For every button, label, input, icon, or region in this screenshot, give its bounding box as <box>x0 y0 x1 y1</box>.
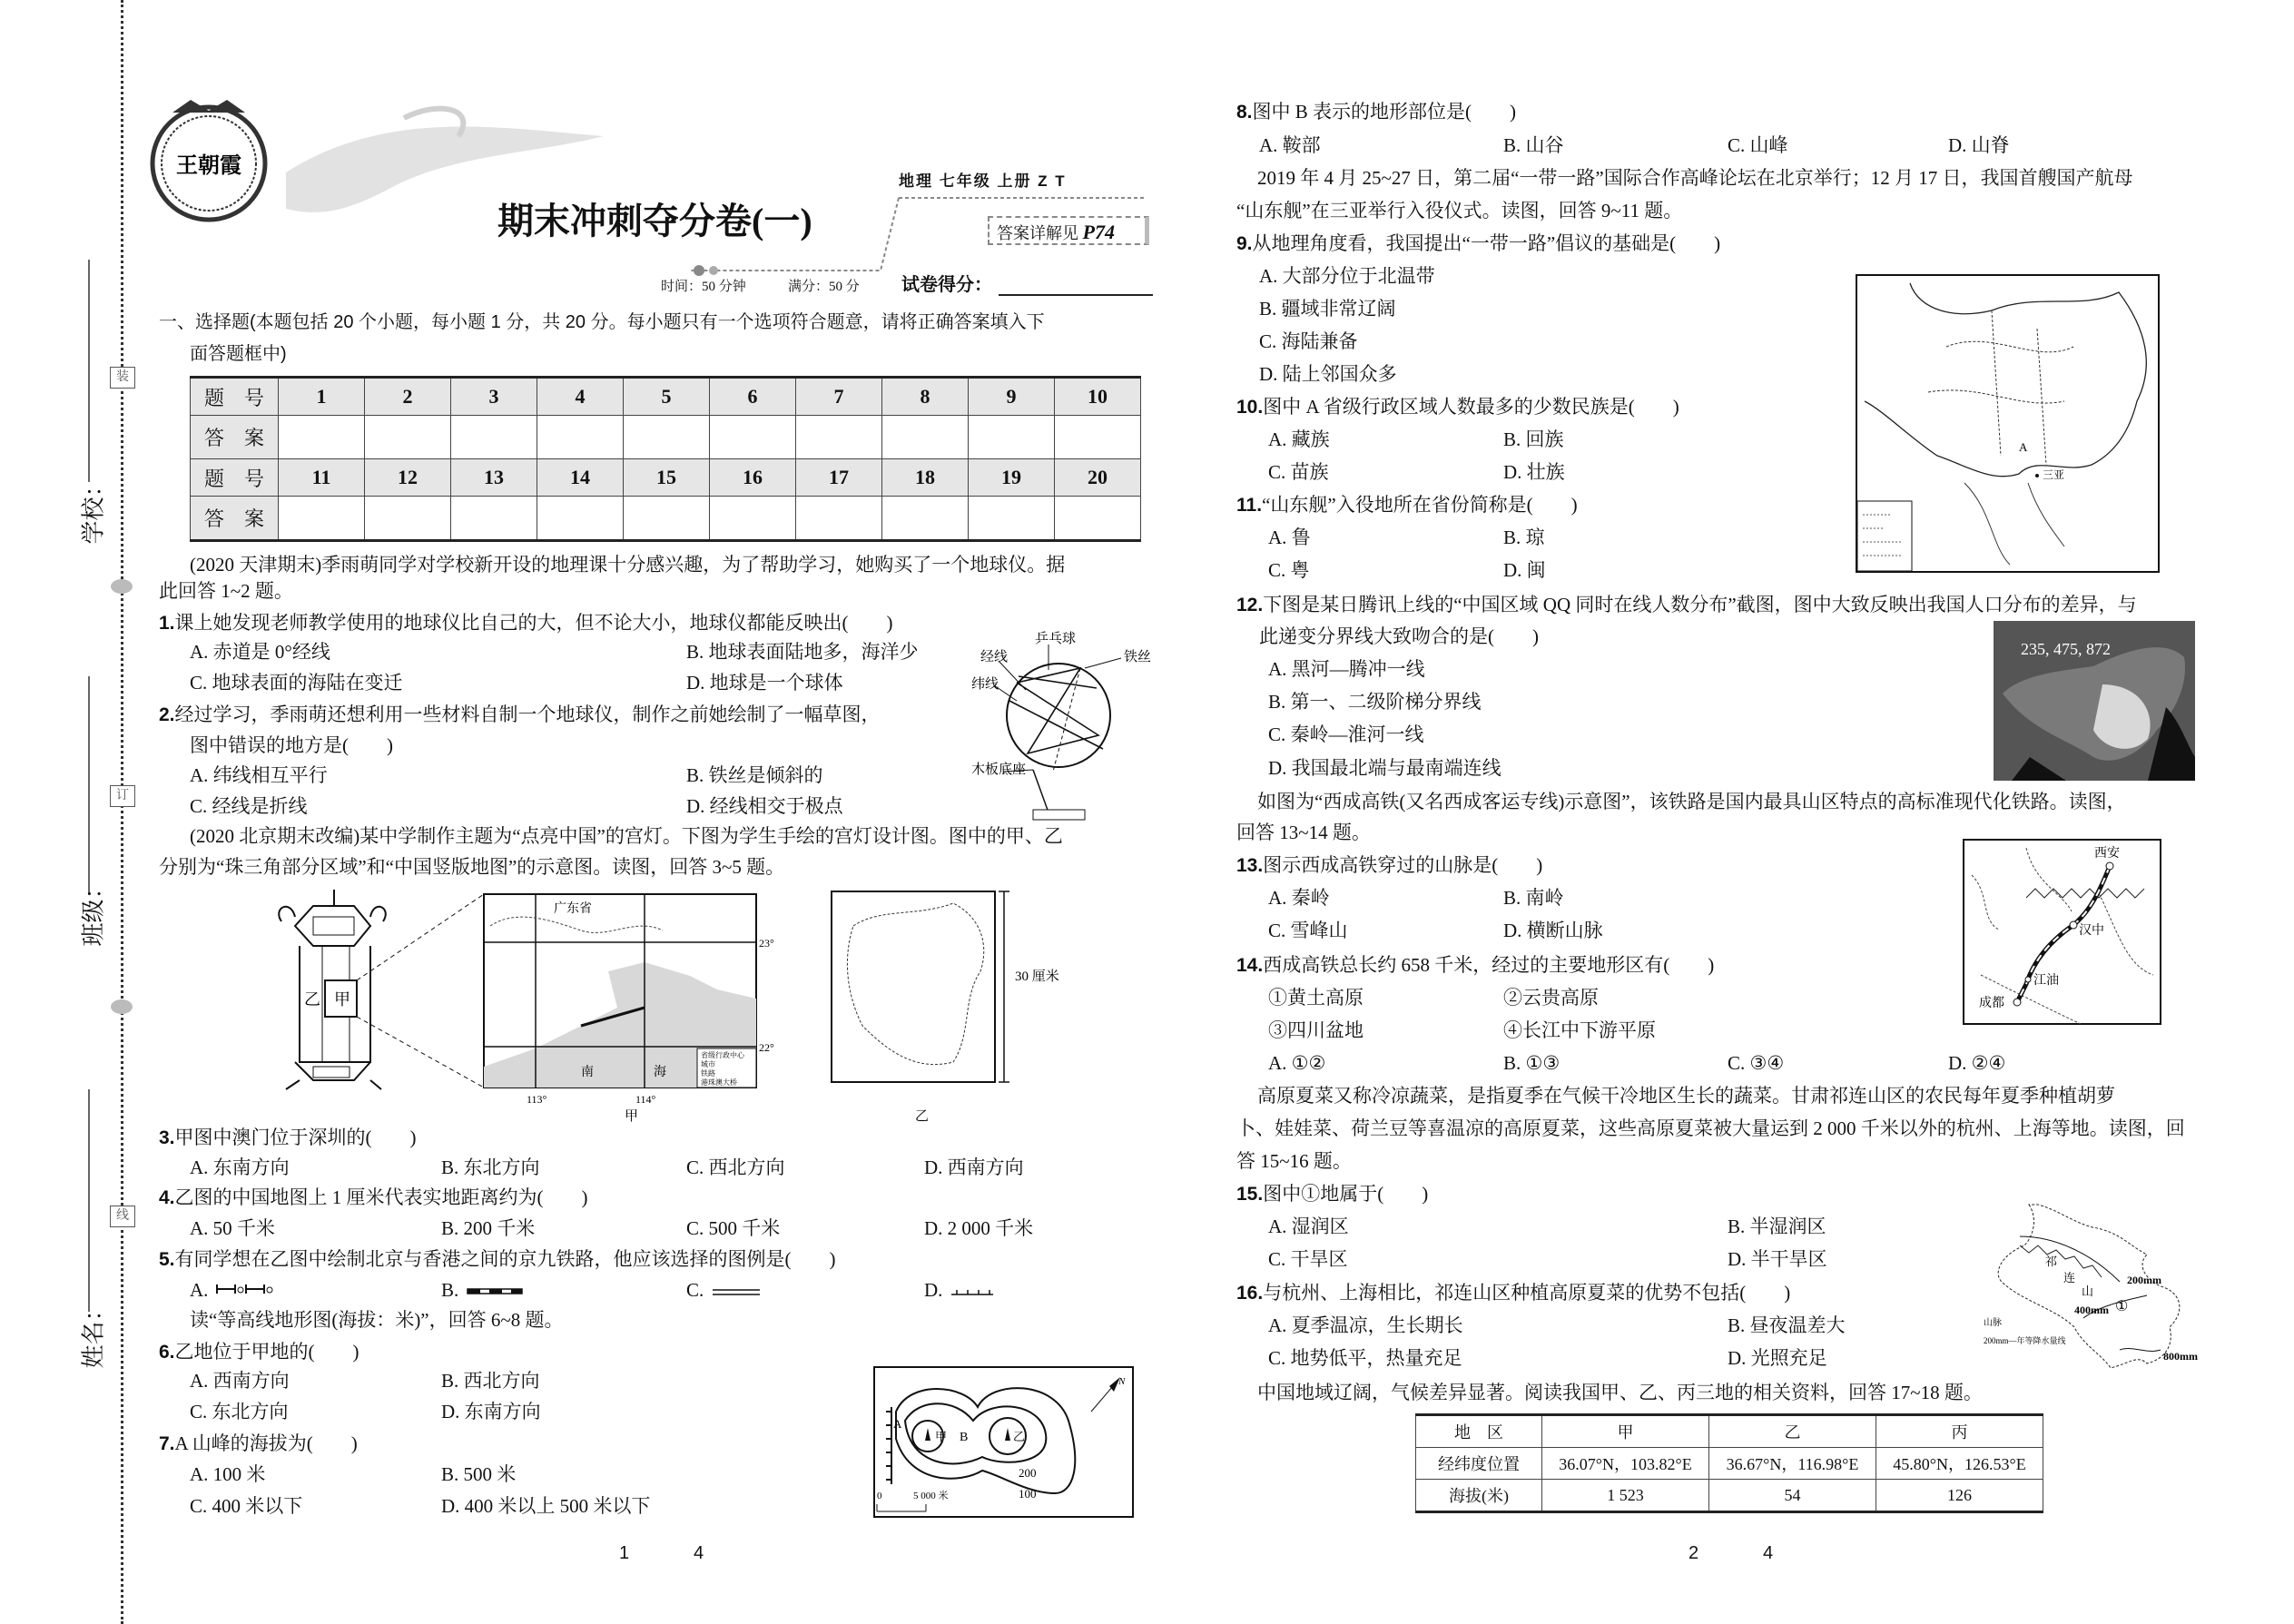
school-label: 学校： <box>80 473 107 545</box>
east-asia-map <box>1856 274 2161 574</box>
option[interactable]: D. 光照充足 <box>1728 1347 1827 1369</box>
station-chengdu: 成都 <box>1979 997 2004 1010</box>
option[interactable]: B. 昼夜温差大 <box>1728 1314 1846 1336</box>
answer-cell[interactable] <box>1055 497 1141 541</box>
question-stem: 图示西成高铁穿过的山脉是( ) <box>1263 854 1543 876</box>
option[interactable]: B. 第一、二级阶梯分界线 <box>1268 691 1482 713</box>
contour-label-b: B <box>960 1431 969 1444</box>
question-stem: 乙图的中国地图上 1 厘米代表实地距离约为( ) <box>174 1186 588 1208</box>
gansu-label-qi: 祁 <box>2045 1255 2058 1268</box>
table-header: 乙 <box>1709 1415 1876 1448</box>
scale-zero: 0 <box>877 1491 882 1501</box>
option[interactable]: D. 400 米以上 500 米以下 <box>441 1495 651 1517</box>
map-lon113: 113° <box>527 1093 547 1106</box>
option[interactable]: B. 200 千米 <box>441 1217 536 1239</box>
question-1: 1.课上她发现老师教学使用的地球仪比自己的大，但不论大小，地球仪都能反映出( ) <box>159 612 893 634</box>
score-input[interactable] <box>999 294 1153 296</box>
contour-200: 200 <box>1019 1466 1037 1480</box>
question-stem: 下图是某日腾讯上线的“中国区域 QQ 同时在线人数分布”截图，图中大致反映出我国人口分布的差异，与 <box>1263 594 2137 615</box>
binding-dotted-line <box>121 0 123 1624</box>
answer-cell[interactable] <box>451 416 537 459</box>
answer-label: 答 案 <box>191 416 279 459</box>
answer-cell[interactable] <box>710 497 796 541</box>
question-8: 8.图中 B 表示的地形部位是( ) <box>1236 101 1517 123</box>
subject-tag: 地理 七年级 上册 Z T <box>899 172 1067 190</box>
answer-cell[interactable] <box>796 497 882 541</box>
option[interactable]: B. 东北方向 <box>441 1156 540 1178</box>
option[interactable]: B. 山谷 <box>1503 134 1564 156</box>
answer-reference <box>988 216 1149 245</box>
question-number: 13 <box>451 459 537 497</box>
question-stem: 与杭州、上海相比，祁连山区种植高原夏菜的优势不包括( ) <box>1263 1282 1791 1304</box>
question-stem: 图中 A 省级行政区域人数最多的少数民族是( ) <box>1263 396 1679 418</box>
question-15: 15.图中①地属于( ) <box>1236 1183 1429 1205</box>
question-16: 16.与杭州、上海相比，祁连山区种植高原夏菜的优势不包括( ) <box>1236 1282 1791 1304</box>
question-10: 10.图中 A 省级行政区域人数最多的少数民族是( ) <box>1236 396 1679 418</box>
question-stem: 图中 B 表示的地形部位是( ) <box>1252 101 1517 123</box>
scissor-icon <box>111 579 133 594</box>
table-header-row <box>1416 1415 2043 1448</box>
question-number: 4 <box>537 378 624 416</box>
lantern-yi: 乙 <box>304 990 320 1009</box>
exam-time: 时间：50 分钟 <box>661 280 746 294</box>
passage-6: 答 15~16 题。 <box>1236 1150 1352 1172</box>
answer-cell[interactable] <box>451 497 537 541</box>
option[interactable]: D. 陆上邻国众多 <box>1259 363 1397 385</box>
question-stem: 从地理角度看，我国提出“一带一路”倡议的基础是( ) <box>1252 232 1721 254</box>
gansu-label-shan: 山 <box>2082 1284 2094 1298</box>
option[interactable]: D. 2 000 千米 <box>924 1217 1034 1239</box>
landform-item: ②云贵高原 <box>1503 987 1599 1009</box>
station-jiangyou: 江油 <box>2033 974 2059 988</box>
option[interactable]: D. 壮族 <box>1503 461 1565 483</box>
section-heading-cont: 面答题框中) <box>190 344 287 364</box>
passage-1: 此回答 1~2 题。 <box>159 580 293 602</box>
question-3: 3.甲图中澳门位于深圳的( ) <box>159 1127 417 1148</box>
seal-char-xian: 线 <box>110 1206 135 1227</box>
answer-grid <box>190 376 1141 542</box>
legend-symbol-b-icon <box>464 1282 527 1296</box>
option[interactable]: D. 西南方向 <box>924 1156 1024 1178</box>
caption-jia: 甲 <box>625 1109 639 1124</box>
page-title: 期末冲刺夺分卷(一) <box>497 201 812 241</box>
page-total: 4 <box>694 1543 704 1563</box>
option[interactable]: D. 山脊 <box>1948 134 2010 156</box>
lantern-diagram <box>263 890 1059 1126</box>
question-14: 14.西成高铁总长约 658 千米，经过的主要地形区有( ) <box>1236 954 1715 976</box>
page-total: 4 <box>1763 1543 1774 1563</box>
gansu-map <box>1984 1200 2210 1373</box>
answer-cell[interactable] <box>624 497 710 541</box>
svg-text:省级行政中心: 省级行政中心 <box>701 1051 744 1059</box>
passage-5: 回答 13~14 题。 <box>1236 822 1371 843</box>
answer-grid-header-row <box>191 378 1141 416</box>
caption-yi: 乙 <box>915 1109 930 1124</box>
option[interactable]: C. 雪峰山 <box>1268 920 1348 941</box>
option[interactable]: D. 经线相交于极点 <box>686 795 843 817</box>
passage-2: 分别为“珠三角部分区域”和“中国竖版地图”的示意图。读图，回答 3~5 题。 <box>159 856 785 878</box>
answer-cell[interactable] <box>882 497 969 541</box>
answer-cell[interactable] <box>710 416 796 459</box>
table-cell: 1 523 <box>1542 1480 1709 1512</box>
option[interactable]: A. 东南方向 <box>190 1156 290 1178</box>
answer-label: 答 案 <box>191 497 279 541</box>
option[interactable]: A. 藏族 <box>1268 428 1330 450</box>
answer-row <box>191 497 1141 541</box>
question-stem: 图中①地属于( ) <box>1263 1183 1429 1205</box>
option[interactable]: A. 黑河—腾冲一线 <box>1268 658 1425 680</box>
question-stem: 西成高铁总长约 658 千米，经过的主要地形区有( ) <box>1263 954 1715 976</box>
option[interactable]: A. 西南方向 <box>190 1370 290 1392</box>
question-stem: 甲图中澳门位于深圳的( ) <box>174 1127 417 1148</box>
passage-2: (2020 北京期末改编)某中学制作主题为“点亮中国”的宫灯。下图为学生手绘的宫灯设计图。图中的甲、乙 <box>190 825 1063 847</box>
option[interactable]: A. 鞍部 <box>1259 134 1321 156</box>
option[interactable]: C. 干旱区 <box>1268 1248 1348 1270</box>
question-stem: “山东舰”入役地所在省份简称是( ) <box>1262 494 1578 516</box>
page-number: 1 <box>619 1543 630 1563</box>
table-cell: 126 <box>1876 1480 2043 1512</box>
table-row <box>1416 1480 2043 1512</box>
question-number: 19 <box>969 459 1055 497</box>
answer-cell[interactable] <box>1055 416 1141 459</box>
question-11: 11.“山东舰”入役地所在省份简称是( ) <box>1236 494 1578 516</box>
answer-cell[interactable] <box>796 416 882 459</box>
legend-mountain: 山脉 <box>1984 1318 2002 1328</box>
seal-char-zhuang: 装 <box>110 367 135 389</box>
option[interactable]: C. 西北方向 <box>686 1156 785 1178</box>
name-label: 姓名： <box>80 1297 107 1369</box>
question-number: 18 <box>882 459 969 497</box>
option[interactable]: B. 回族 <box>1503 428 1564 450</box>
option[interactable]: A. 50 千米 <box>190 1217 275 1239</box>
landform-item: ④长江中下游平原 <box>1503 1019 1656 1041</box>
option[interactable]: C. ③④ <box>1728 1052 1785 1074</box>
option[interactable]: C. 海陆兼备 <box>1259 330 1358 352</box>
lantern-jia: 甲 <box>334 990 350 1009</box>
xicheng-railway-map <box>1963 839 2162 1026</box>
question-number: 20 <box>1055 459 1141 497</box>
option[interactable]: A. 湿润区 <box>1268 1216 1349 1237</box>
map-sea-1: 南 <box>581 1066 594 1079</box>
option[interactable]: C. 地球表面的海陆在变迁 <box>190 672 403 694</box>
label-pingpong: 乒乓球 <box>1035 632 1077 646</box>
option[interactable]: A. 夏季温凉，生长期长 <box>1268 1314 1463 1336</box>
map-height-label: 30 厘米 <box>1015 969 1059 984</box>
table-header: 地 区 <box>1416 1415 1542 1448</box>
option[interactable]: A. 100 米 <box>190 1463 266 1485</box>
landform-item: ③四川盆地 <box>1268 1019 1364 1041</box>
answer-cell[interactable] <box>365 497 451 541</box>
question-6: 6.乙地位于甲地的( ) <box>159 1341 359 1363</box>
station-xian: 西安 <box>2094 847 2120 861</box>
table-cell: 经纬度位置 <box>1416 1448 1542 1480</box>
option[interactable]: D. 半干旱区 <box>1728 1248 1827 1270</box>
qq-online-count: 235, 475, 872 <box>2021 640 2111 658</box>
score-label: 试卷得分： <box>901 275 992 295</box>
table-row <box>1416 1448 2043 1480</box>
map-lat22: 22° <box>759 1041 774 1054</box>
option[interactable]: D. ②④ <box>1948 1052 2006 1074</box>
answer-row <box>191 416 1141 459</box>
option[interactable]: D. 横断山脉 <box>1503 920 1603 941</box>
option[interactable]: A. 秦岭 <box>1268 887 1330 909</box>
table-cell: 45.80°N，126.53°E <box>1876 1448 2043 1480</box>
svg-text:城市: 城市 <box>701 1060 715 1068</box>
question-number: 10 <box>1055 378 1141 416</box>
table-cell: 海拔(米) <box>1416 1480 1542 1512</box>
gansu-mark-1: ① <box>2115 1299 2129 1314</box>
option[interactable]: B. 疆域非常辽阔 <box>1259 298 1396 320</box>
option[interactable]: B. 南岭 <box>1503 887 1564 909</box>
option[interactable]: C. 苗族 <box>1268 461 1329 483</box>
option[interactable]: C. 地势低平，热量充足 <box>1268 1347 1462 1369</box>
gansu-label-lian: 连 <box>2063 1271 2076 1284</box>
answer-ref-page: P74 <box>1082 221 1115 243</box>
qq-online-map <box>1994 621 2195 781</box>
answer-grid-header-row <box>191 459 1141 497</box>
option[interactable]: A. 大部分位于北温带 <box>1259 265 1435 287</box>
option[interactable]: C. 秦岭—淮河一线 <box>1268 723 1424 745</box>
contour-label-jia: 甲 <box>935 1430 948 1443</box>
question-number: 17 <box>796 459 882 497</box>
option[interactable]: B. ①③ <box>1503 1052 1561 1074</box>
option[interactable]: B. 500 米 <box>441 1463 517 1485</box>
answer-cell[interactable] <box>279 416 365 459</box>
question-number: 12 <box>365 459 451 497</box>
table-cell: 36.07°N，103.82°E <box>1542 1448 1709 1480</box>
svg-text:港珠澳大桥: 港珠澳大桥 <box>701 1078 737 1087</box>
answer-cell[interactable] <box>365 416 451 459</box>
question-7: 7.A 山峰的海拔为( ) <box>159 1432 358 1454</box>
passage-7: 中国地域辽阔，气候差异显著。阅读我国甲、乙、丙三地的相关资料，回答 17~18 题。 <box>1257 1382 1983 1403</box>
seal-char-ding: 订 <box>110 785 135 807</box>
question-stem: 课上她发现老师教学使用的地球仪比自己的大，但不论大小，地球仪都能反映出( ) <box>174 612 893 634</box>
isohyet-800: 800mm <box>2163 1350 2198 1363</box>
question-number: 15 <box>624 459 710 497</box>
option[interactable]: C. 经线是折线 <box>190 795 308 817</box>
table-cell: 36.67°N，116.98°E <box>1709 1448 1876 1480</box>
map-sea-2: 海 <box>654 1066 666 1079</box>
option[interactable]: C. 500 千米 <box>686 1217 781 1239</box>
passage-4: “山东舰”在三亚举行入役仪式。读图，回答 9~11 题。 <box>1236 200 1683 221</box>
contour-map <box>873 1366 1135 1519</box>
option[interactable]: D. 我国最北端与最南端连线 <box>1268 757 1501 779</box>
question-9: 9.从地理角度看，我国提出“一带一路”倡议的基础是( ) <box>1236 232 1721 254</box>
climate-data-table <box>1415 1413 2043 1513</box>
svg-text:铁路: 铁路 <box>701 1069 715 1078</box>
question-number: 9 <box>969 378 1055 416</box>
scissor-icon <box>111 999 133 1014</box>
question-stem: 有同学想在乙图中绘制北京与香港之间的京九铁路，他应该选择的图例是( ) <box>174 1248 836 1270</box>
option[interactable]: A. 赤道是 0°经线 <box>190 641 330 663</box>
option[interactable]: C. 山峰 <box>1728 134 1788 156</box>
label-base: 木板底座 <box>971 763 1027 777</box>
option[interactable]: A. 纬线相互平行 <box>190 764 328 786</box>
passage-6: 高原夏菜又称冷凉蔬菜，是指夏季在气候干冷地区生长的蔬菜。甘肃祁连山区的农民每年夏季种植胡萝 <box>1257 1085 2115 1107</box>
section-heading: 一、选择题(本题包括 20 个小题，每小题 1 分，共 20 分。每小题只有一个选项符合题意，请将正确答案填入下 <box>159 312 1045 332</box>
table-header: 甲 <box>1542 1415 1709 1448</box>
question-number: 6 <box>710 378 796 416</box>
question-number: 7 <box>796 378 882 416</box>
contour-label-yi: 乙 <box>1013 1430 1026 1443</box>
label-parallel: 纬线 <box>971 677 999 692</box>
passage-3: 读“等高线地形图(海拔：米)”，回答 6~8 题。 <box>190 1309 564 1331</box>
question-stem: 乙地位于甲地的( ) <box>174 1341 359 1363</box>
option[interactable]: C. 粤 <box>1268 559 1310 581</box>
question-12: 12.下图是某日腾讯上线的“中国区域 QQ 同时在线人数分布”截图，图中大致反映出我国人口分布的差异，与 <box>1236 594 2137 615</box>
answer-ref-label: 答案详解见 <box>997 224 1078 242</box>
question-13: 13.图示西成高铁穿过的山脉是( ) <box>1236 854 1543 876</box>
question-stem: 经过学习，季雨萌还想利用一些材料自制一个地球仪，制作之前她绘制了一幅草图， <box>174 704 881 725</box>
question-number: 3 <box>451 378 537 416</box>
option[interactable]: C. 东北方向 <box>190 1401 289 1422</box>
svg-text:王朝霞: 王朝霞 <box>176 154 241 178</box>
answer-cell[interactable] <box>969 497 1055 541</box>
class-line[interactable] <box>88 676 90 894</box>
option[interactable]: A. <box>190 1277 277 1303</box>
table-header: 丙 <box>1876 1415 2043 1448</box>
passage-6: 卜、娃娃菜、荷兰豆等喜温凉的高原夏菜，这些高原夏菜被大量运到 2 000 千米以外的杭州、上海等地。读图，回 <box>1236 1117 2185 1139</box>
passage-1: (2020 天津期末)季雨萌同学对学校新开设的地理课十分感兴趣，为了帮助学习，她购买了一个地球仪。据 <box>190 554 1066 576</box>
label-meridian: 经线 <box>980 650 1009 664</box>
question-number: 1 <box>279 378 365 416</box>
option[interactable]: A. ①② <box>1268 1052 1326 1074</box>
row-label: 题 号 <box>191 459 279 497</box>
globe-diagram <box>962 626 1157 826</box>
map-label-a: A <box>2019 440 2028 454</box>
option[interactable]: D. 地球是一个球体 <box>686 672 843 694</box>
question-2: 2.经过学习，季雨萌还想利用一些材料自制一个地球仪，制作之前她绘制了一幅草图， <box>159 704 881 725</box>
question-number: 5 <box>624 378 710 416</box>
page-number: 2 <box>1689 1543 1699 1563</box>
option[interactable]: C. 400 米以下 <box>190 1495 303 1517</box>
isohyet-400: 400mm <box>2074 1304 2109 1316</box>
option[interactable]: C. <box>686 1277 773 1303</box>
passage-4: 2019 年 4 月 25~27 日，第二届“一带一路”国际合作高峰论坛在北京举行；12 月 17 日，我国首艘国产航母 <box>1257 167 2133 189</box>
label-wire: 铁丝 <box>1124 650 1152 664</box>
scale-label: 5 000 米 <box>913 1491 949 1501</box>
station-hanzhong: 汉中 <box>2079 924 2104 938</box>
question-stem-cont: 此递变分界线大致吻合的是( ) <box>1259 625 1539 647</box>
map-lat23: 23° <box>759 937 774 950</box>
option[interactable]: D. <box>924 1277 1011 1303</box>
north-arrow-label: N <box>1118 1376 1126 1387</box>
legend-isohyet: 200mm—年等降水量线 <box>1984 1336 2066 1345</box>
option[interactable]: B. 地球表面陆地多，海洋少 <box>686 641 919 663</box>
answer-cell[interactable] <box>279 497 365 541</box>
question-5: 5.有同学想在乙图中绘制北京与香港之间的京九铁路，他应该选择的图例是( ) <box>159 1248 836 1270</box>
contour-label-a: A <box>893 1417 902 1431</box>
full-score: 满分：50 分 <box>788 280 860 294</box>
option[interactable]: B. 铁丝是倾斜的 <box>686 764 823 786</box>
question-number: 16 <box>710 459 796 497</box>
option[interactable]: B. 琼 <box>1503 527 1545 548</box>
question-number: 2 <box>365 378 451 416</box>
answer-cell[interactable] <box>537 416 624 459</box>
legend-symbol-d-icon <box>948 1282 1011 1296</box>
isohyet-200: 200mm <box>2127 1274 2161 1286</box>
legend-symbol-a-icon <box>213 1282 277 1296</box>
option[interactable]: D. 闽 <box>1503 559 1546 581</box>
question-stem-cont: 图中错误的地方是( ) <box>190 734 393 756</box>
option[interactable]: A. 鲁 <box>1268 527 1311 548</box>
question-4: 4.乙图的中国地图上 1 厘米代表实地距离约为( ) <box>159 1186 588 1208</box>
class-label: 班级： <box>80 875 107 947</box>
question-stem: A 山峰的海拔为( ) <box>174 1432 358 1454</box>
map-lon114: 114° <box>635 1093 656 1106</box>
school-line[interactable] <box>88 260 90 482</box>
answer-cell[interactable] <box>969 416 1055 459</box>
landform-item: ①黄土高原 <box>1268 987 1364 1009</box>
question-number: 14 <box>537 459 624 497</box>
answer-cell[interactable] <box>624 416 710 459</box>
option[interactable]: B. 西北方向 <box>441 1370 540 1392</box>
map-province: 广东省 <box>554 902 592 916</box>
question-number: 8 <box>882 378 969 416</box>
option[interactable]: D. 东南方向 <box>441 1401 541 1422</box>
answer-cell[interactable] <box>882 416 969 459</box>
row-label: 题 号 <box>191 378 279 416</box>
contour-100: 100 <box>1019 1487 1037 1501</box>
option[interactable]: B. <box>441 1277 527 1303</box>
option[interactable]: B. 半湿润区 <box>1728 1216 1826 1237</box>
answer-cell[interactable] <box>537 497 624 541</box>
table-cell: 54 <box>1709 1480 1876 1512</box>
passage-5: 如图为“西成高铁(又名西成客运专线)示意图”，该铁路是国内最具山区特点的高标准现代化铁路。读图， <box>1257 791 2126 812</box>
map-label-sanya: 三亚 <box>2043 468 2065 481</box>
legend-symbol-c-icon <box>709 1282 773 1296</box>
question-number: 11 <box>279 459 365 497</box>
name-line[interactable] <box>88 1089 90 1312</box>
